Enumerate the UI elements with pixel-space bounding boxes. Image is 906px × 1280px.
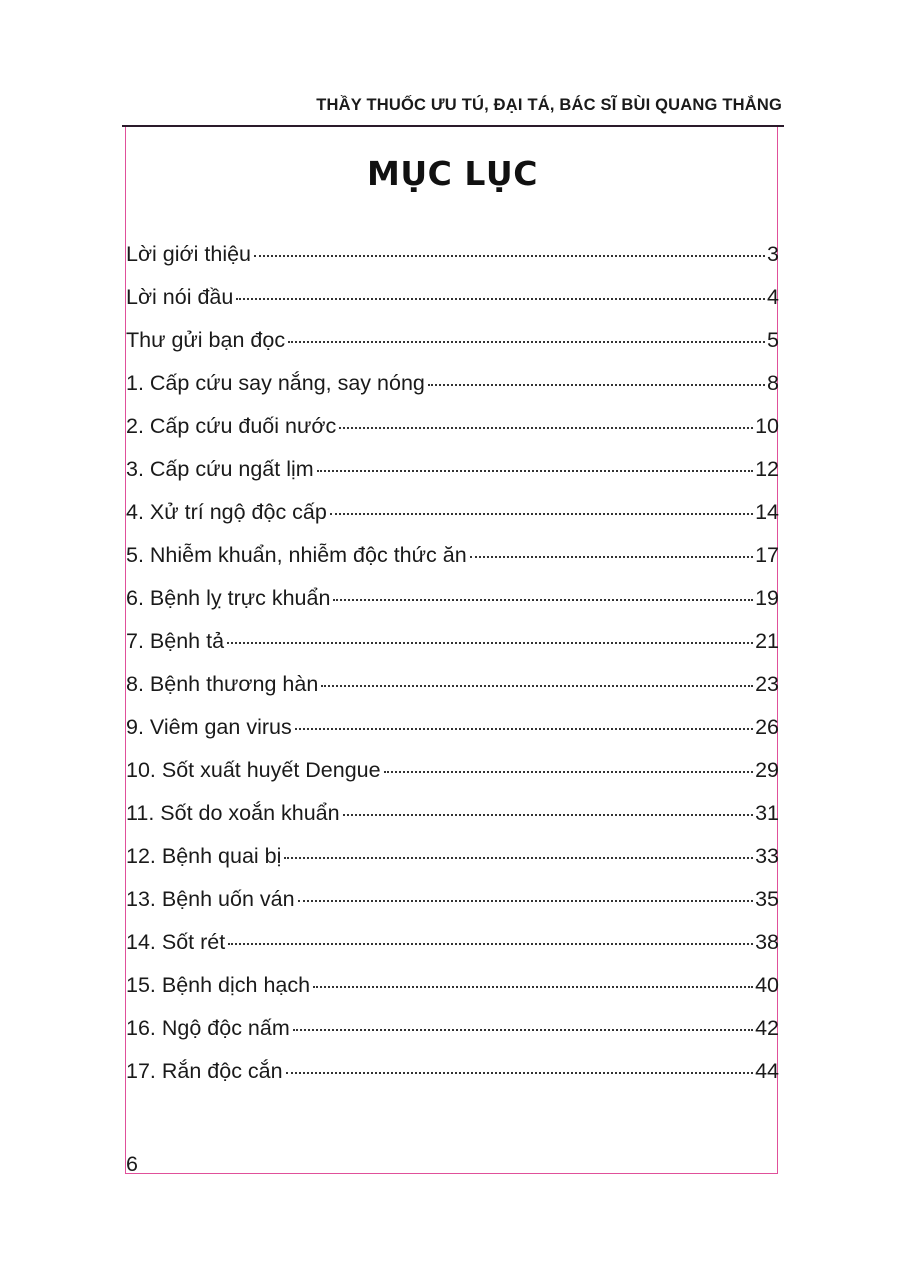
dot-leader: [384, 771, 753, 773]
toc-entry-label: 14. Sốt rét: [126, 930, 226, 954]
toc-entry-label: 15. Bệnh dịch hạch: [126, 973, 311, 997]
toc-entry-page: 31: [755, 801, 779, 825]
toc-entry[interactable]: [126, 362, 779, 405]
toc-entry-label: 13. Bệnh uốn ván: [126, 887, 295, 911]
dot-leader: [470, 556, 753, 558]
toc-entry-label: 3. Cấp cứu ngất lịm: [126, 457, 314, 481]
toc-entry[interactable]: [126, 405, 779, 448]
dot-leader: [343, 814, 754, 816]
dot-leader: [339, 427, 753, 429]
toc-entry-page: 35: [755, 887, 779, 911]
toc-entry-label: 12. Bệnh quai bị: [126, 844, 282, 868]
toc-entry-label: 16. Ngộ độc nấm: [126, 1016, 290, 1040]
toc-entry[interactable]: [126, 921, 779, 964]
toc-entry[interactable]: [126, 577, 779, 620]
toc-entry[interactable]: [126, 276, 779, 319]
toc-entry-label: 5. Nhiễm khuẩn, nhiễm độc thức ăn: [126, 543, 467, 567]
toc-title: MỤC LỤC: [367, 154, 538, 193]
dot-leader: [227, 642, 753, 644]
toc-list: [126, 233, 779, 1093]
dot-leader: [284, 857, 753, 859]
toc-entry[interactable]: [126, 749, 779, 792]
dot-leader: [288, 341, 765, 343]
toc-entry[interactable]: [126, 792, 779, 835]
toc-entry[interactable]: [126, 233, 779, 276]
toc-entry-page: 14: [755, 500, 779, 524]
toc-entry-label: Thư gửi bạn đọc: [126, 328, 286, 352]
dot-leader: [330, 513, 753, 515]
toc-entry-page: 42: [755, 1016, 779, 1040]
toc-entry-label: 8. Bệnh thương hàn: [126, 672, 319, 696]
toc-entry-page: 44: [755, 1059, 779, 1083]
toc-entry-label: 10. Sốt xuất huyết Dengue: [126, 758, 381, 782]
toc-entry[interactable]: [126, 319, 779, 362]
toc-entry-label: 9. Viêm gan virus: [126, 715, 292, 739]
page-number: 6: [126, 1152, 138, 1176]
dot-leader: [321, 685, 753, 687]
dot-leader: [313, 986, 753, 988]
toc-entry-page: 38: [755, 930, 779, 954]
toc-entry-label: 17. Rắn độc cắn: [126, 1059, 283, 1083]
toc-entry-label: 4. Xử trí ngộ độc cấp: [126, 500, 327, 524]
toc-entry[interactable]: [126, 706, 779, 749]
toc-entry-label: Lời giới thiệu: [126, 242, 252, 266]
dot-leader: [254, 255, 765, 257]
dot-leader: [317, 470, 753, 472]
toc-entry-page: 19: [755, 586, 779, 610]
toc-entry-page: 10: [755, 414, 779, 438]
dot-leader: [333, 599, 753, 601]
toc-entry-page: 33: [755, 844, 779, 868]
toc-entry-page: 3: [767, 242, 779, 266]
toc-entry-page: 29: [755, 758, 779, 782]
toc-entry-page: 8: [767, 371, 779, 395]
dot-leader: [286, 1072, 753, 1074]
toc-entry[interactable]: [126, 448, 779, 491]
toc-entry[interactable]: [126, 964, 779, 1007]
toc-entry-label: 1. Cấp cứu say nắng, say nóng: [126, 371, 425, 395]
toc-entry[interactable]: [126, 835, 779, 878]
toc-entry[interactable]: [126, 663, 779, 706]
toc-entry-page: 12: [755, 457, 779, 481]
dot-leader: [298, 900, 754, 902]
toc-entry-label: Lời nói đầu: [126, 285, 234, 309]
toc-entry-label: 7. Bệnh tả: [126, 629, 225, 653]
toc-entry-page: 26: [755, 715, 779, 739]
toc-entry-page: 4: [767, 285, 779, 309]
dot-leader: [236, 298, 765, 300]
toc-entry[interactable]: [126, 1050, 779, 1093]
toc-entry-label: 2. Cấp cứu đuối nước: [126, 414, 337, 438]
toc-entry-label: 11. Sốt do xoắn khuẩn: [126, 801, 340, 825]
toc-entry-page: 23: [755, 672, 779, 696]
toc-entry-page: 21: [755, 629, 779, 653]
toc-entry-page: 5: [767, 328, 779, 352]
toc-entry-page: 17: [755, 543, 779, 567]
running-header: THẦY THUỐC ƯU TÚ, ĐẠI TÁ, BÁC SĨ BÙI QUANG THẮNG: [316, 96, 782, 114]
toc-entry[interactable]: [126, 491, 779, 534]
toc-entry-page: 40: [755, 973, 779, 997]
dot-leader: [228, 943, 753, 945]
toc-entry[interactable]: [126, 620, 779, 663]
toc-entry[interactable]: [126, 1007, 779, 1050]
toc-entry-label: 6. Bệnh lỵ trực khuẩn: [126, 586, 331, 610]
dot-leader: [428, 384, 765, 386]
toc-entry[interactable]: [126, 878, 779, 921]
dot-leader: [293, 1029, 753, 1031]
dot-leader: [295, 728, 753, 730]
toc-entry[interactable]: [126, 534, 779, 577]
